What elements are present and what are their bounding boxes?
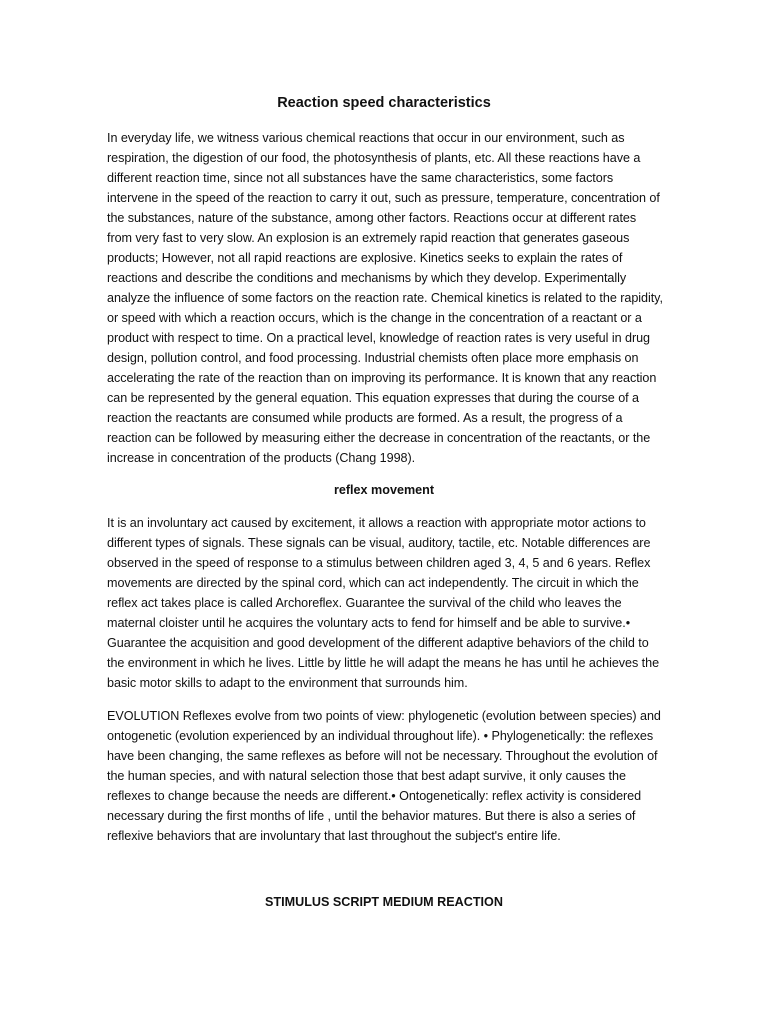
heading-stimulus-script: STIMULUS SCRIPT MEDIUM REACTION (265, 895, 503, 909)
paragraph-reaction-speed: In everyday life, we witness various chemical reactions that occur in our environment, such as respiration, the digestion of our food, the photosynthesis of plants, etc. All these reactions have a different reaction time, since not all substances have the same characteristics, some factors intervene in the speed of the reaction to carry it out, such as pressure, temperature, concentration of the substances, nature of the substance, among other factors. Reactions occur at different rates from very fast to very slow. An explosion is an extremely rapid reaction that generates gaseous products; However, not all rapid reactions are explosive. Kinetics seeks to explain the rates of reactions and describe the conditions and mechanisms by which they develop. Experimentally analyze the influence of some factors on the reaction rate. Chemical kinetics is related to the rapidity, or speed with which a reaction occurs, which is the change in the concentration of a reactant or a product with respect to time. On a practical level, knowledge of reaction rates is very useful in drug design, pollution control, and food processing. Industrial chemists often place more emphasis on accelerating the rate of the reaction than on improving its performance. It is known that any reaction can be represented by the general equation. This equation expresses that during the course of a reaction the reactants are consumed while products are formed. As a result, the progress of a reaction can be followed by measuring either the decrease in concentration of the reactants, or the increase in concentration of the products (Chang 1998). (107, 131, 663, 465)
paragraph-reflex-movement: It is an involuntary act caused by excitement, it allows a reaction with appropriate motor actions to different types of signals. These signals can be visual, auditory, tactile, etc. Notable differences are observed in the speed of response to a stimulus between children aged 3, 4, 5 and 6 years. Reflex movements are directed by the spinal cord, which can act independently. The circuit in which the reflex act takes place is called Archoreflex. Guarantee the survival of the child who leaves the maternal cloister until he acquires the voluntary acts to fend for himself and be able to survive.• Guarantee the acquisition and good development of the different adaptive behaviors of the child to the environment in which he lives. Little by little he will adapt the means he has until he achieves the basic motor skills to adapt to the environment that surrounds him. (107, 516, 660, 690)
document-title: Reaction speed characteristics (277, 95, 491, 111)
heading-reflex-movement: reflex movement (333, 483, 435, 497)
paragraph-evolution: EVOLUTION Reflexes evolve from two points of view: phylogenetic (evolution between species) and ontogenetic (evolution experienced by an individual throughout life). • Phylogenetically: the reflexes have been changing, the same reflexes as before will not be necessary. Throughout the evolution of the human species, and with natural selection those that best adapt survive, it only causes the reflexes to change because the needs are different.• Ontogenetically: reflex activity is considered necessary during the first months of life , until the behavior matures. But there is also a series of reflexive behaviors that are involuntary that last throughout the subject's entire life. (107, 709, 661, 843)
